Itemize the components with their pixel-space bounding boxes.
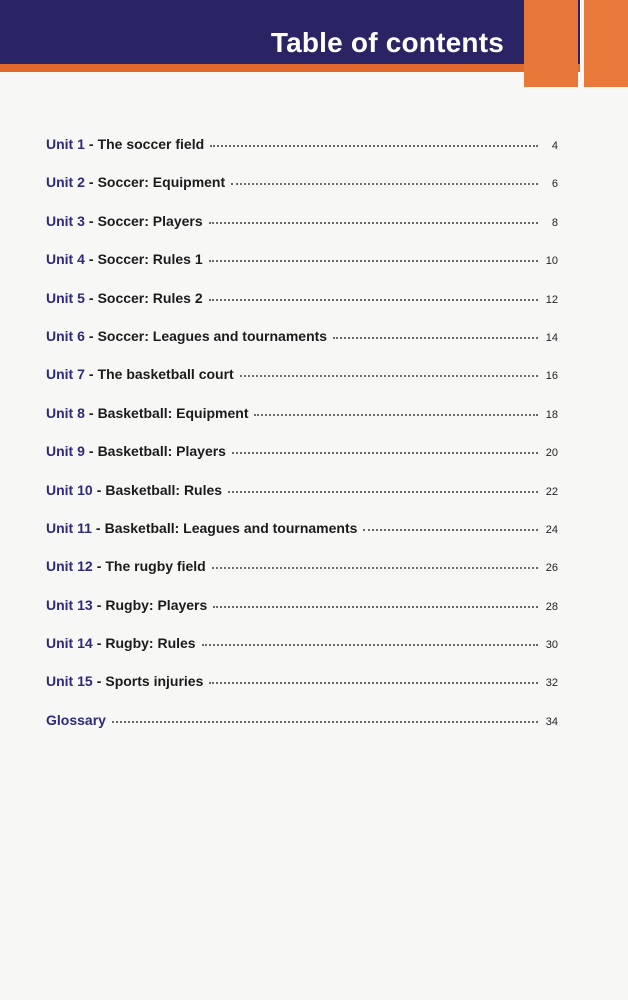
toc-unit-label: Unit 9 xyxy=(46,443,85,460)
toc-entry-unit-1[interactable]: Unit 1 - The soccer field 4 xyxy=(46,136,558,152)
toc-entry-title: The soccer field xyxy=(97,136,205,152)
toc-entry-title: Soccer: Players xyxy=(97,212,203,229)
toc-unit-label: Unit 5 xyxy=(46,289,85,306)
toc-unit-label: Unit 2 xyxy=(46,174,85,191)
dot-leader xyxy=(209,298,538,301)
toc-page-number: 14 xyxy=(545,331,558,344)
dot-leader xyxy=(232,451,538,454)
toc-unit-label: Unit 15 xyxy=(46,673,93,690)
toc-unit-label: Unit 6 xyxy=(46,327,85,344)
toc-unit-label: Unit 3 xyxy=(46,212,85,229)
toc-entry-title: Soccer: Rules 2 xyxy=(97,289,203,306)
toc-entry-unit-2[interactable]: Unit 2 - Soccer: Equipment 6 xyxy=(46,174,558,191)
dot-leader xyxy=(209,259,538,262)
toc-entry-title: The rugby field xyxy=(105,558,206,575)
orange-tab-left xyxy=(524,0,578,87)
dot-leader xyxy=(209,221,538,224)
toc-entry-title: Sports injuries xyxy=(105,673,204,690)
toc-entry-title: Basketball: Players xyxy=(97,443,226,460)
toc-page-number: 22 xyxy=(545,485,558,498)
toc-unit-label: Unit 14 xyxy=(46,635,93,652)
toc-entry-title: Soccer: Rules 1 xyxy=(97,251,203,268)
toc-entry-unit-15[interactable]: Unit 15 - Sports injuries 32 xyxy=(46,673,558,690)
toc-entry-unit-11[interactable]: Unit 11 - Basketball: Leagues and tournaments 24 xyxy=(46,519,558,536)
toc-page-number: 34 xyxy=(545,715,558,728)
toc-page-number: 16 xyxy=(545,370,558,383)
dot-leader xyxy=(363,528,538,531)
dot-leader xyxy=(231,182,538,185)
toc-page-number: 28 xyxy=(545,600,558,613)
dot-leader xyxy=(240,374,538,377)
toc-entry-unit-7[interactable]: Unit 7 - The basketball court 16 xyxy=(46,366,558,383)
toc-page-number: 12 xyxy=(545,293,558,306)
dot-leader xyxy=(210,144,538,147)
table-of-contents xyxy=(46,136,558,750)
toc-entry-title: The basketball court xyxy=(97,366,234,383)
toc-unit-label: Unit 7 xyxy=(46,366,85,383)
dot-leader xyxy=(212,566,538,569)
toc-page-number: 24 xyxy=(545,523,558,536)
toc-entry-title: Rugby: Rules xyxy=(105,635,196,652)
toc-unit-label: Unit 4 xyxy=(46,251,85,268)
toc-page-number: 10 xyxy=(545,255,558,268)
dot-leader xyxy=(209,681,538,684)
toc-entry-title: Soccer: Leagues and tournaments xyxy=(97,327,328,344)
toc-unit-label: Unit 1 xyxy=(46,136,85,152)
dot-leader xyxy=(213,605,538,608)
toc-entry-unit-8[interactable]: Unit 8 - Basketball: Equipment 18 xyxy=(46,404,558,421)
toc-page-number: 4 xyxy=(551,140,558,152)
toc-entry-unit-10[interactable]: Unit 10 - Basketball: Rules 22 xyxy=(46,481,558,498)
toc-entry-unit-12[interactable]: Unit 12 - The rugby field 26 xyxy=(46,558,558,575)
toc-page-number: 18 xyxy=(545,408,558,421)
toc-unit-label: Glossary xyxy=(46,711,106,728)
dot-leader xyxy=(228,490,538,493)
toc-entry-title: Basketball: Equipment xyxy=(97,404,249,421)
header-accent-stripe xyxy=(0,64,580,72)
toc-entry-unit-14[interactable]: Unit 14 - Rugby: Rules 30 xyxy=(46,635,558,652)
toc-entry-unit-9[interactable]: Unit 9 - Basketball: Players 20 xyxy=(46,443,558,460)
dot-leader xyxy=(333,336,538,339)
toc-entry-unit-3[interactable]: Unit 3 - Soccer: Players 8 xyxy=(46,212,558,229)
toc-page-number: 26 xyxy=(545,562,558,575)
toc-unit-label: Unit 12 xyxy=(46,558,93,575)
toc-page-number: 32 xyxy=(545,677,558,690)
toc-unit-label: Unit 11 xyxy=(46,519,92,536)
toc-entry-title: Soccer: Equipment xyxy=(97,174,226,191)
toc-page-number: 30 xyxy=(545,639,558,652)
toc-unit-label: Unit 8 xyxy=(46,404,85,421)
orange-tab-right xyxy=(584,0,628,87)
toc-entry-unit-13[interactable]: Unit 13 - Rugby: Players 28 xyxy=(46,596,558,613)
toc-entry-title: Basketball: Rules xyxy=(105,481,223,498)
toc-page-number: 6 xyxy=(551,178,558,191)
toc-entry-unit-5[interactable]: Unit 5 - Soccer: Rules 2 12 xyxy=(46,289,558,306)
toc-page-number: 20 xyxy=(545,447,558,460)
dot-leader xyxy=(202,643,538,646)
dot-leader xyxy=(112,720,538,723)
toc-entry-title: Basketball: Leagues and tournaments xyxy=(104,519,358,536)
toc-entry-glossary[interactable] xyxy=(46,712,558,750)
page-title: Table of contents xyxy=(270,27,504,58)
toc-unit-label: Unit 13 xyxy=(46,596,93,613)
toc-entry-unit-4[interactable]: Unit 4 - Soccer: Rules 1 10 xyxy=(46,251,558,268)
toc-page-number: 8 xyxy=(551,216,558,229)
toc-entry-unit-6[interactable]: Unit 6 - Soccer: Leagues and tournaments 14 xyxy=(46,327,558,344)
toc-unit-label: Unit 10 xyxy=(46,481,93,498)
toc-entry-title: Rugby: Players xyxy=(105,596,208,613)
dot-leader xyxy=(254,413,538,416)
